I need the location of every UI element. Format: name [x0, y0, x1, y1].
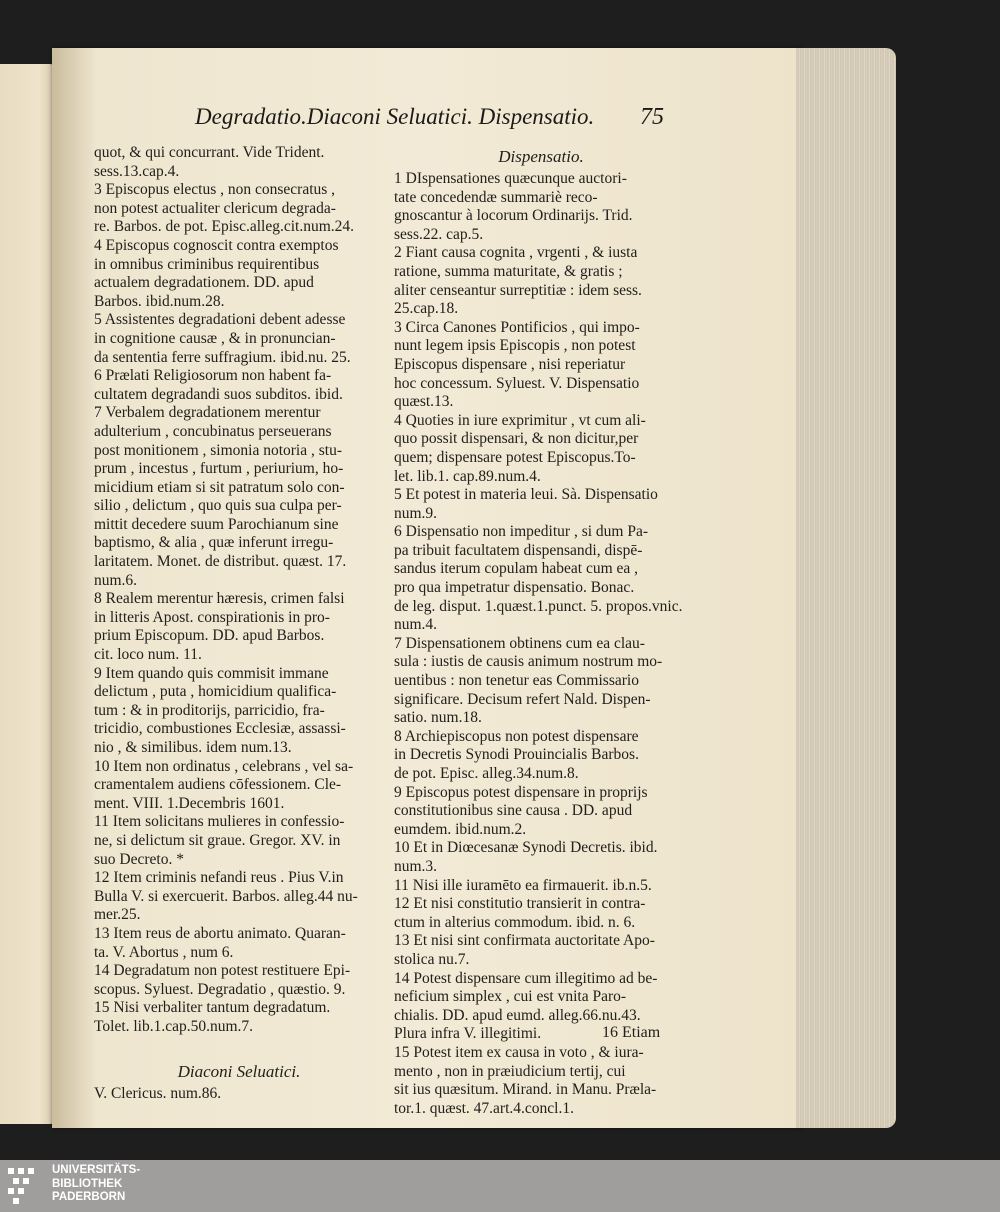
facing-page-edge	[0, 64, 56, 1124]
page-edges	[796, 48, 896, 1128]
text-line: in Decretis Synodi Prouincialis Barbos.	[394, 746, 639, 764]
text-line: tum : & in proditorijs, parricidio, fra-	[94, 701, 325, 719]
text-line: num.4.	[394, 616, 438, 634]
text-line: num.6.	[94, 571, 138, 589]
text-line: Tolet. lib.1.cap.50.num.7.	[94, 1017, 254, 1035]
text-line: constitutionibus sine causa . DD. apud	[394, 802, 633, 820]
text-line: 5 Assistentes degradationi debent adesse	[94, 311, 346, 329]
text-line: post monitionem , simonia notoria , stu-	[94, 441, 342, 459]
text-line: sula : iustis de causis animum nostrum mo-	[394, 653, 663, 671]
text-line: baptismo, & alia , quæ inferunt irregu-	[94, 534, 334, 552]
text-line: num.9.	[394, 504, 438, 522]
text-line: Bulla V. si exercuerit. Barbos. alleg.44 nu-	[94, 887, 358, 905]
text-line: suo Decreto. *	[94, 850, 184, 868]
section-heading-dispensatio: Dispensatio.	[498, 147, 584, 166]
text-line: adulterium , concubinatus perseuerans	[94, 422, 332, 440]
library-footer	[0, 1160, 1000, 1212]
text-line: Barbos. ibid.num.28.	[94, 292, 225, 310]
running-title: Degradatio.Diaconi Seluatici. Dispensatio.	[195, 104, 595, 129]
text-line: aliter censeantur surreptitiæ : idem sess.	[394, 281, 642, 299]
text-line: 13 Item reus de abortu animato. Quaran-	[94, 924, 346, 942]
text-line: 2 Fiant causa cognita , vrgenti , & iusta	[394, 244, 638, 262]
text-line: prium Episcopum. DD. apud Barbos.	[94, 627, 325, 645]
text-line: 8 Archiepiscopus non potest dispensare	[394, 727, 639, 745]
text-line: 7 Verbalem degradationem merentur	[94, 404, 321, 422]
text-line: cit. loco num. 11.	[94, 646, 202, 664]
text-line: nunt legem ipsis Episcopis , non potest	[394, 337, 636, 355]
left-column	[94, 144, 384, 1103]
text-line: 25.cap.18.	[394, 300, 459, 318]
text-line: sess.22. cap.5.	[394, 225, 484, 243]
library-logo-icon	[8, 1168, 44, 1204]
text-line: pa tribuit facultatem dispensandi, dispē-	[394, 541, 643, 559]
text-line: mer.25.	[94, 906, 141, 924]
text-line: 4 Episcopus cognoscit contra exemptos	[94, 236, 339, 254]
text-line: chialis. DD. apud eumd. alleg.66.nu.43.	[394, 1006, 641, 1024]
text-line: tate concedendæ summariè reco-	[394, 188, 598, 206]
text-line: 13 Et nisi sint confirmata auctoritate Apo-	[394, 932, 655, 950]
text-line: nio , & similibus. idem num.13.	[94, 739, 292, 756]
text-line: sandus iterum copulam habeat cum ea ,	[394, 560, 639, 578]
text-line: num.3.	[394, 857, 438, 875]
text-line: silio , delictum , quo quis sua culpa per-	[94, 497, 342, 515]
text-line: neficium simplex , cui est vnita Paro-	[394, 988, 627, 1006]
text-line: in omnibus criminibus requirentibus	[94, 255, 320, 273]
text-line: tor.1. quæst. 47.art.4.concl.1.	[394, 1099, 574, 1117]
text-line: 1 DIspensationes quæcunque auctori-	[394, 170, 627, 187]
text-line: scopus. Syluest. Degradatio , quæstio. 9.	[94, 980, 346, 998]
text-line: delictum , puta , homicidium qualifica-	[94, 683, 337, 701]
text-line: 5 Et potest in materia leui. Sà. Dispensatio	[394, 486, 658, 504]
text-line: sess.13.cap.4.	[94, 162, 180, 180]
text-line: quæst.13.	[394, 393, 454, 411]
text-line: quem; dispensare potest Episcopus.To-	[394, 448, 636, 466]
text-line: quot, & qui concurrant. Vide Trident.	[94, 144, 325, 161]
text-line: 15 Nisi verbaliter tantum degradatum.	[94, 999, 331, 1017]
text-line: uentibus : non tenetur eas Commissario	[394, 672, 639, 690]
text-line: 10 Et in Diœcesanæ Synodi Decretis. ibid.	[394, 839, 658, 857]
text-line: ne, si delictum sit graue. Gregor. XV. in	[94, 831, 341, 849]
text-line: Episcopus dispensare , nisi reperiatur	[394, 355, 626, 373]
text-line: 3 Circa Canones Pontificios , qui impo-	[394, 318, 640, 336]
text-line: tricidio, combustiones Ecclesiæ, assassi-	[94, 720, 346, 738]
text-line: 9 Episcopus potest dispensare in proprijs	[394, 783, 648, 801]
library-name-line: BIBLIOTHEK	[52, 1177, 123, 1190]
text-line: micidium etiam si sit patratum solo con-	[94, 478, 345, 496]
text-line: let. lib.1. cap.89.num.4.	[394, 467, 541, 485]
text-line: 6 Prælati Religiosorum non habent fa-	[94, 367, 332, 385]
text-line: satio. num.18.	[394, 709, 482, 727]
text-line: in litteris Apost. conspirationis in pro-	[94, 608, 330, 626]
text-line: non potest actualiter clericum degrada-	[94, 199, 336, 217]
text-line: Plura infra V. illegitimi.	[394, 1025, 542, 1043]
text-line: prum , incestus , furtum , periurium, ho-	[94, 460, 344, 478]
text-line: in cognitione causæ , & in pronuncian-	[94, 329, 336, 347]
text-line: ment. VIII. 1.Decembris 1601.	[94, 794, 285, 812]
text-line: stolica nu.7.	[394, 950, 470, 968]
text-line: 9 Item quando quis commisit immane	[94, 664, 329, 682]
text-line: 4 Quoties in iure exprimitur , vt cum ali-	[394, 411, 646, 429]
text-line: hoc concessum. Syluest. V. Dispensatio	[394, 374, 640, 392]
text-line: mento , non in præiudicium tertij, cui	[394, 1062, 626, 1080]
library-name	[52, 1164, 140, 1205]
text-line: cramentalem audiens cōfessionem. Cle-	[94, 776, 342, 794]
text-line: ta. V. Abortus , num 6.	[94, 943, 234, 961]
library-name-line: PADERBORN	[52, 1191, 126, 1203]
text-line: 11 Item solicitans mulieres in confessio-	[94, 813, 345, 831]
text-line: 3 Episcopus electus , non consecratus ,	[94, 181, 336, 199]
text-line: significare. Decisum refert Nald. Dispen-	[394, 690, 651, 708]
text-line: gnoscantur à locorum Ordinarijs. Trid.	[394, 207, 633, 225]
text-line: 14 Potest dispensare cum illegitimo ad be-	[394, 969, 658, 987]
text-line: 11 Nisi ille iuramēto ea firmauerit. ib.n.5.	[394, 876, 652, 894]
text-line: de leg. disput. 1.quæst.1.punct. 5. propos.vnic.	[394, 597, 683, 615]
page-number: 75	[640, 104, 664, 130]
text-line: 8 Realem merentur hæresis, crimen falsi	[94, 590, 345, 608]
text-line: quo possit dispensari, & non dicitur,per	[394, 430, 639, 448]
text-line: pro qua impetratur dispensatio. Bonac.	[394, 579, 635, 597]
text-line: sit ius quæsitum. Mirand. in Manu. Præla-	[394, 1081, 657, 1099]
text-line: 6 Dispensatio non impeditur , si dum Pa-	[394, 523, 649, 541]
text-line: eumdem. ibid.num.2.	[394, 820, 527, 838]
text-line: re. Barbos. de pot. Episc.alleg.cit.num.24.	[94, 218, 354, 236]
text-line: mittit decedere suum Parochianum sine	[94, 515, 339, 533]
text-line: V. Clericus. num.86.	[94, 1084, 222, 1102]
text-line: da sententia ferre suffragium. ibid.nu. 25.	[94, 348, 351, 366]
text-line: laritatem. Monet. de distribut. quæst. 17.	[94, 553, 347, 571]
right-column	[394, 144, 688, 1118]
text-line: ctum in alterius commodum. ibid. n. 6.	[394, 913, 636, 931]
section-heading-diaconi: Diaconi Seluatici.	[177, 1061, 301, 1081]
library-name-line: UNIVERSITÄTS-	[52, 1164, 141, 1176]
text-line: 7 Dispensationem obtinens cum ea clau-	[394, 634, 645, 652]
catchword: 16 Etiam	[602, 1024, 661, 1041]
text-line: ratione, summa maturitate, & gratis ;	[394, 262, 623, 280]
text-line: 14 Degradatum non potest restituere Epi-	[94, 962, 351, 980]
text-line: cultatem degradandi suos subditos. ibid.	[94, 385, 343, 403]
text-line: 12 Et nisi constitutio transierit in contra-	[394, 895, 646, 913]
text-line: 10 Item non ordinatus , celebrans , vel sa-	[94, 757, 354, 775]
text-line: 12 Item criminis nefandi reus . Pius V.in	[94, 869, 344, 887]
text-line: de pot. Episc. alleg.34.num.8.	[394, 765, 579, 782]
text-line: 15 Potest item ex causa in voto , & iura-	[394, 1043, 644, 1061]
text-line: actualem degradationem. DD. apud	[94, 274, 314, 292]
